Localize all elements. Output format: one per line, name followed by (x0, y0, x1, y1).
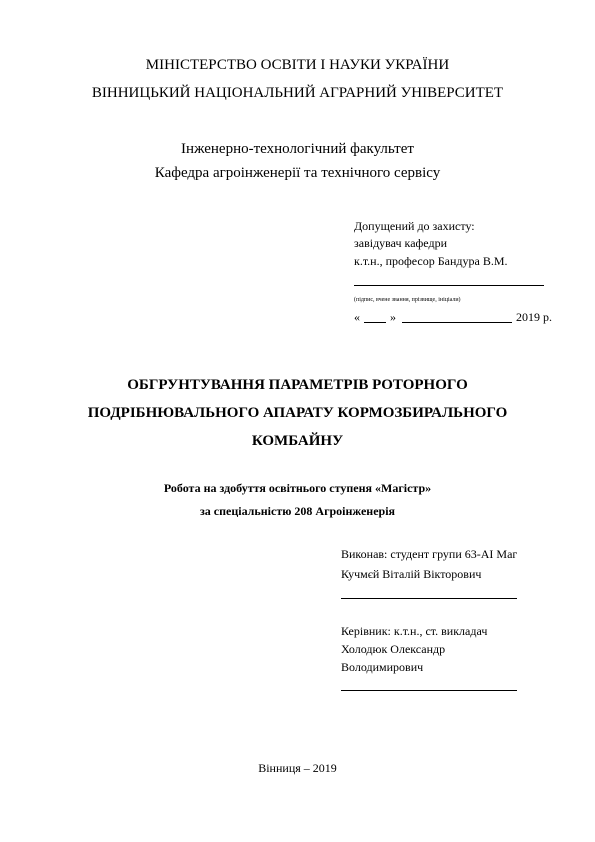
department-name: Кафедра агроінженерії та технічного сервісу (154, 165, 441, 181)
degree-statement: Робота на здобуття освітнього ступеня «Магістр» (163, 481, 432, 495)
signature-hint: (підпис, вчене звання, прізвище, ініціали) (354, 297, 461, 303)
date-year: 2019 р. (516, 310, 552, 324)
head-of-department-name: к.т.н., професор Бандура В.М. (354, 254, 508, 268)
place-and-year: Вінниця – 2019 (258, 761, 337, 775)
executor-signature-line (341, 598, 517, 599)
ministry-heading: МІНІСТЕРСТВО ОСВІТИ І НАУКИ УКРАЇНИ (145, 57, 450, 73)
date-month-blank (402, 311, 512, 323)
date-open-quote: « (354, 310, 360, 324)
thesis-title-line-2: ПОДРІБНЮВАЛЬНОГО АПАРАТУ КОРМОЗБИРАЛЬНОГО (87, 405, 508, 421)
faculty-name: Інженерно-технологічний факультет (181, 141, 414, 157)
supervisor-signature-line (341, 690, 517, 691)
specialty-statement: за спеціальністю 208 Агроінженерія (199, 504, 396, 518)
date-close-quote: » (390, 310, 396, 324)
admission-label: Допущений до захисту: (354, 219, 475, 233)
supervisor-name: Холодюк Олександр (341, 642, 446, 656)
approval-date-line (354, 311, 552, 323)
head-of-department-label: завідувач кафедри (354, 236, 448, 250)
supervisor-label: Керівник: к.т.н., ст. викладач (341, 624, 488, 638)
signature-line (354, 285, 544, 286)
university-heading: ВІННИЦЬКИЙ НАЦІОНАЛЬНИЙ АГРАРНИЙ УНІВЕРСИТЕТ (91, 85, 504, 101)
supervisor-patronymic: Володимирович (341, 660, 424, 674)
executor-name: Кучмєй Віталій Вікторович (341, 567, 482, 581)
date-day-blank (364, 311, 386, 323)
thesis-title-line-1: ОБГРУНТУВАННЯ ПАРАМЕТРІВ РОТОРНОГО (127, 377, 468, 393)
executor-label: Виконав: студент групи 63-АІ Маг (341, 547, 518, 561)
thesis-title-line-3: КОМБАЙНУ (251, 433, 344, 449)
